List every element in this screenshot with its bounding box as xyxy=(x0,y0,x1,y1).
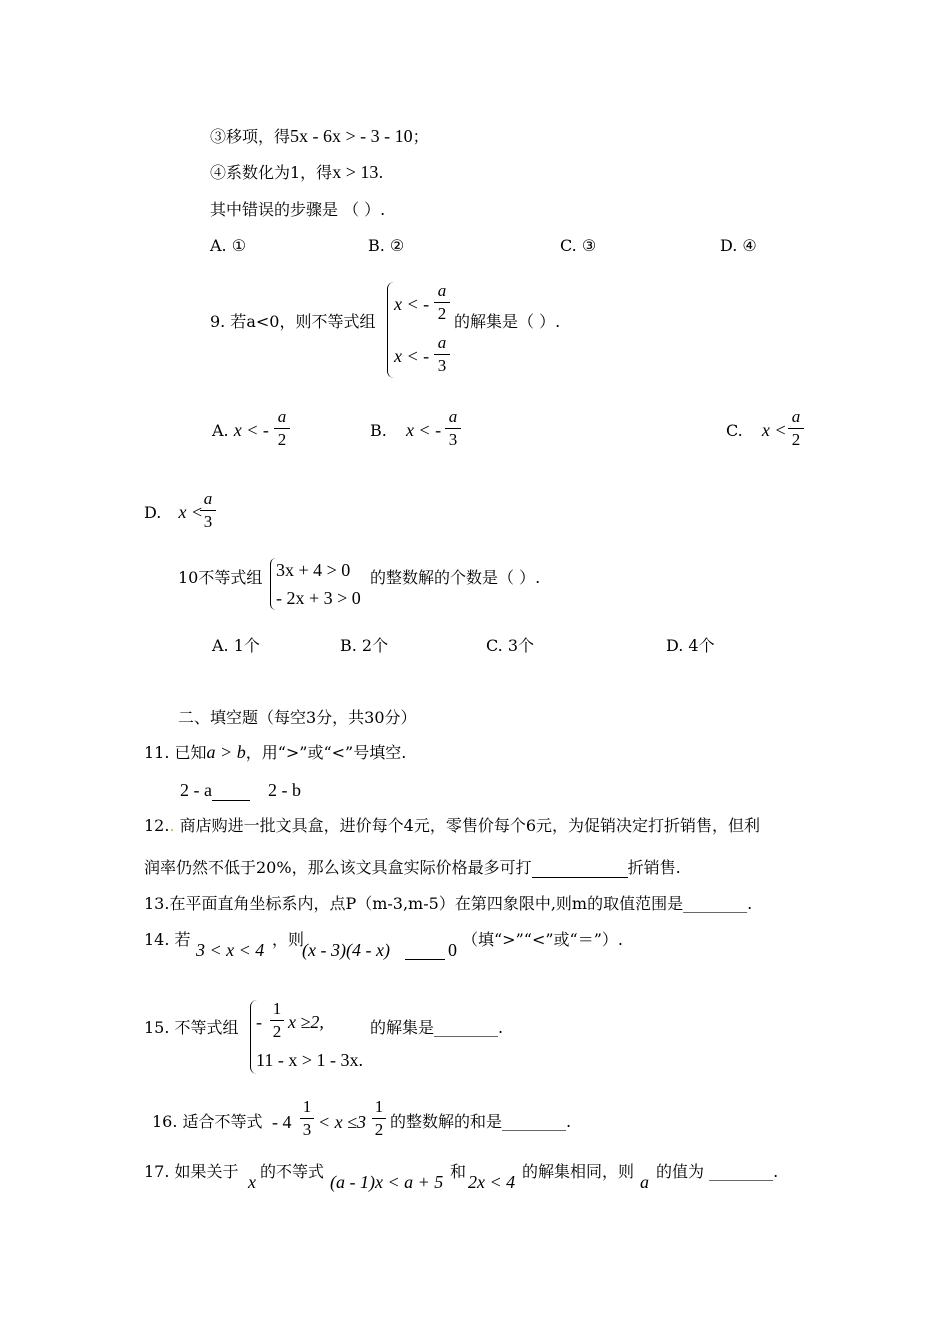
q16-rhs-den: 2 xyxy=(374,1120,384,1139)
q11-expression xyxy=(180,780,301,801)
q9-suffix: 的解集是（ ）. xyxy=(454,312,561,331)
q8-step4-label: ④系数化为1，得 xyxy=(210,163,333,182)
q9-option-d-den: 3 xyxy=(203,512,213,531)
q10-row2: - 2x + 3 > 0 xyxy=(276,588,361,608)
q10-option-b[interactable]: B. 2个 xyxy=(340,636,389,655)
q8-option-d[interactable]: D. ④ xyxy=(720,236,757,255)
q16-suffix: 的整数解的和是________. xyxy=(390,1112,572,1131)
q15-row1-sign: - xyxy=(256,1012,262,1032)
q16-prefix: 16. 适合不等式 xyxy=(152,1112,263,1131)
q9-option-d-label: D. xyxy=(144,503,162,522)
q17-mid2: 的解集相同，则 xyxy=(522,1162,635,1181)
q9-option-b-frac xyxy=(445,408,461,449)
q16-rhs-num: 1 xyxy=(374,1097,384,1116)
q15-row2: 11 - x > 1 - 3x. xyxy=(256,1050,363,1070)
q17-var: x xyxy=(248,1172,256,1192)
q14-mid: ，则 xyxy=(272,930,305,949)
q9-option-d-frac xyxy=(200,490,216,531)
q12-number: 12. xyxy=(144,816,170,835)
q9-option-b-den: 3 xyxy=(448,430,458,449)
q17-and: 和 xyxy=(450,1162,467,1181)
q10-option-a[interactable]: A. 1个 xyxy=(212,636,260,655)
q8-question: 其中错误的步骤是 （ ）. xyxy=(210,200,386,219)
q14-condition-text: 3 < x < 4 xyxy=(196,940,265,960)
q12-line2 xyxy=(144,858,681,878)
q14-expression: (x - 3)(4 - x) xyxy=(302,940,390,960)
q17-prefix: 17. 如果关于 xyxy=(144,1162,239,1181)
q11-expr-right: 2 - b xyxy=(267,780,301,800)
q9-row2-den: 3 xyxy=(437,356,447,375)
q15-row1-den: 2 xyxy=(272,1022,282,1041)
q9-option-b[interactable] xyxy=(370,420,441,441)
q9-option-b-label: B. xyxy=(370,421,387,440)
q12-text-3: 折销售. xyxy=(627,858,681,877)
q9-row1-den: 2 xyxy=(437,304,447,323)
q11-math: a > b xyxy=(206,742,246,762)
q8-step3-label: ③移项，得 xyxy=(210,127,291,146)
q9-option-c-frac xyxy=(788,408,804,449)
q17-mid1: 的不等式 xyxy=(260,1162,325,1181)
q9-brace xyxy=(387,282,394,378)
q11-line xyxy=(144,742,406,763)
q9-option-c-math: x < xyxy=(761,420,787,440)
q9-row1-frac xyxy=(434,282,450,323)
q15-prefix: 15. 不等式组 xyxy=(144,1018,239,1037)
q9-row1: x < - xyxy=(394,294,430,314)
q10-option-c[interactable]: C. 3个 xyxy=(486,636,535,655)
q8-option-a[interactable]: A. ① xyxy=(210,236,247,255)
q9-option-a[interactable] xyxy=(212,420,269,441)
q16-rhs-frac xyxy=(372,1098,386,1139)
q17-suffix: 的值为 ________. xyxy=(656,1162,779,1181)
q8-step4-math: x > 13 xyxy=(332,162,379,182)
q14-prefix: 14. 若 xyxy=(144,930,191,949)
q8-step4 xyxy=(210,162,383,183)
q8-option-c[interactable]: C. ③ xyxy=(560,236,597,255)
q9-option-c[interactable] xyxy=(726,420,787,441)
q9-row2-num: a xyxy=(437,333,447,352)
q9-option-d-num: a xyxy=(203,489,213,508)
q16-mid: < x ≤3 xyxy=(318,1112,367,1132)
q12-line1 xyxy=(144,816,760,836)
q12-answer-blank[interactable] xyxy=(532,861,628,878)
q11-expr-left: 2 - a xyxy=(180,780,212,800)
q16-lhs-num: 1 xyxy=(302,1097,312,1116)
q11-suffix: ，用“>”或“<”号填空. xyxy=(245,743,407,762)
q9-row1-num: a xyxy=(437,281,447,300)
q10-row1: 3x + 4 > 0 xyxy=(276,560,351,580)
q15-suffix: 的解集是________. xyxy=(370,1018,504,1037)
q10-option-d[interactable]: D. 4个 xyxy=(666,636,715,655)
q9-option-a-frac xyxy=(274,408,290,449)
q9-option-a-num: a xyxy=(277,407,287,426)
q14-blank-wrap xyxy=(405,940,445,960)
q15-row1: x ≥2, xyxy=(288,1012,324,1032)
q12-text-1: 商店购进一批文具盒，进价每个4元，零售价每个6元，为促销决定打折销售，但利 xyxy=(179,816,761,835)
q9-option-b-num: a xyxy=(448,407,458,426)
q10-prefix: 10不等式组 xyxy=(178,568,263,587)
q9-option-a-label: A. xyxy=(212,421,229,440)
q8-step4-tail: . xyxy=(378,163,384,182)
q14-rhs: 0 xyxy=(448,940,457,960)
q9-option-b-math: x < - xyxy=(405,420,442,440)
q14-answer-blank[interactable] xyxy=(405,943,445,960)
q9-row2-frac xyxy=(434,334,450,375)
q13-line: 13.在平面直角坐标系内，点P（m-3,m-5）在第四象限中,则m的取值范围是________. xyxy=(144,894,753,913)
q14-condition xyxy=(196,940,264,960)
q17-ineq2: 2x < 4 xyxy=(468,1172,516,1192)
q17-ineq1: (a - 1)x < a + 5 xyxy=(330,1172,444,1192)
q10-suffix: 的整数解的个数是（ ）. xyxy=(370,568,541,587)
q11-prefix: 11. 已知 xyxy=(144,743,207,762)
q9-option-d[interactable] xyxy=(144,502,203,523)
q9-option-c-label: C. xyxy=(726,421,743,440)
q8-step3-tail: ； xyxy=(412,127,429,146)
q9-prefix: 9. 若a<0，则不等式组 xyxy=(210,312,376,331)
q16-lhs-sign: - 4 xyxy=(272,1112,292,1132)
q9-option-a-den: 2 xyxy=(277,430,287,449)
q12-text-2: 润率仍然不低于20%，那么该文具盒实际价格最多可打 xyxy=(144,858,532,877)
q11-answer-blank[interactable] xyxy=(212,784,250,801)
q9-row2: x < - xyxy=(394,346,430,366)
q17-var2: a xyxy=(640,1172,649,1192)
q8-option-b[interactable]: B. ② xyxy=(368,236,405,255)
q14-line xyxy=(144,930,191,950)
q9-option-c-num: a xyxy=(791,407,801,426)
q15-row1-num: 1 xyxy=(272,999,282,1018)
q9-option-a-math: x < - xyxy=(233,420,269,440)
q16-lhs-den: 3 xyxy=(302,1120,312,1139)
q16-lhs-frac xyxy=(300,1098,314,1139)
q15-row1-frac xyxy=(270,1000,284,1041)
q9-option-c-den: 2 xyxy=(791,430,801,449)
q12-accent-dot: . xyxy=(169,816,175,835)
q8-step3-math: 5x - 6x > - 3 - 10 xyxy=(290,126,413,146)
q9-option-d-math: x < xyxy=(178,502,204,522)
q14-suffix: （填“>”“<”或“＝”）. xyxy=(462,930,623,949)
q8-step3 xyxy=(210,126,429,147)
section-heading: 二、填空题（每空3分，共30分） xyxy=(178,708,417,727)
